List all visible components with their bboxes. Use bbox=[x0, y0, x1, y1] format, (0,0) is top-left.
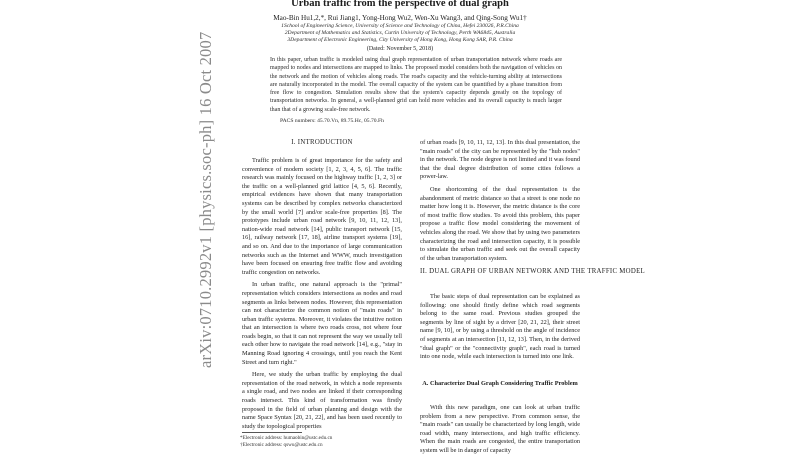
abstract: In this paper, urban traffic is modeled using dual graph representation of urban transportation network where roads are mapped to nodes and intersections are mapped to links. The proposed model considers both the navigation of vehicles on the network and the motion of vehicles along roads. The road's capacity and the vehicle-turning ability at intersections are naturally incorporated in the model. The overall capacity of the system can be quantified by a phase transition from free flow to congestion. Simulation results show that the system's capacity depends greatly on the topology of transportation networks. In general, a well-planned grid can hold more vehicles and its overall capacity is much larger than that of a growing scale-free network. bbox=[270, 57, 562, 113]
paragraph: With this new paradigm, one can look at urban traffic problem from a new perspective. From common sense, the "main roads" can usually be characterized by long length, wide road width, many intersections, and high traffic efficiency. When the main roads are congested, the entire transportation system will be in danger of capacity bbox=[420, 404, 580, 454]
footnote-email-1: *Electronic address: humaobin@ustc.edu.cn bbox=[240, 435, 333, 441]
section-heading-introduction: I. INTRODUCTION bbox=[291, 139, 353, 146]
pacs-numbers: PACS numbers: 45.70.Vn, 89.75.Hc, 05.70.Fh bbox=[280, 118, 384, 124]
affiliation-1: 1School of Engineering Science, University of Science and Technology of China, Hefei 230026, P.R.China bbox=[281, 23, 519, 29]
affiliation-2: 2Department of Mathematics and Statistics, Curtin University of Technology, Perth WA6845, Australia bbox=[284, 30, 516, 36]
right-column-bottom bbox=[420, 404, 580, 460]
section-heading-dual-graph: II. DUAL GRAPH OF URBAN NETWORK AND THE TRAFFIC MODEL bbox=[420, 268, 645, 275]
subsection-heading: A. Characterize Dual Graph Considering Traffic Problem bbox=[422, 380, 578, 387]
paragraph: Here, we study the urban traffic by employing the dual representation of the road network, in which a node represents a single road, and two nodes are linked if their corresponding roads intersect. This kind of transformation was firstly proposed in the field of urban planning and design with the name Space Syntax [20, 21, 22], and has been used recently to study the topological properties bbox=[242, 371, 402, 430]
footnote-email-2: †Electronic address: qswu@ustc.edu.cn bbox=[240, 442, 323, 448]
paragraph: Traffic problem is of great importance for the safety and convenience of modern society [1, 2, 3, 4, 5, 6]. The traffic research was mainly focused on the highway traffic [1, 2, 3] or the traffic on a well-planned grid lattice [4, 5, 6]. Recently, empirical evidences have shown that many transportation systems can be described by complex networks characterized by the small world [7] and/or scale-free properties [8]. The prototypes include urban road network [9, 10, 11, 12, 13], nation-wide road network [14], public transport network [15, 16], railway network [17, 18], airline transport systems [19], and so on. And due to the importance of large communication networks such as the Internet and WWW, much investigation have been focused on ensuring free traffic flow and avoiding traffic congestion on networks. bbox=[242, 157, 402, 276]
paragraph: of urban roads [9, 10, 11, 12, 13]. In this dual presentation, the "main roads" of the city can be represented by the "hub nodes" in the network. The node degree is not limited and it was found that the dual degree distribution of some cities follows a power-law. bbox=[420, 139, 580, 181]
right-column-mid bbox=[420, 293, 580, 366]
footnote-rule bbox=[242, 432, 302, 433]
paragraph: In urban traffic, one natural approach is the "primal" representation which considers intersections as nodes and road segments as links between nodes. However, this representation can not characterize the common notion of "main roads" in urban traffic systems. Moreover, it violates the intuitive notion that an intersection is where two roads cross, not where four roads begin, so that it can not represent the way we usually tell each other how to navigate the road network [14], e.g., "stay in Manning Road ignoring 4 crossings, until you reach the Kent Street and turn right." bbox=[242, 281, 402, 366]
dated-line: (Dated: November 5, 2018) bbox=[366, 46, 434, 52]
right-column-top bbox=[420, 139, 580, 267]
author-list: Mao-Bin Hu1,2,*, Rui Jiang1, Yong-Hong Wu2, Wen-Xu Wang3, and Qing-Song Wu1† bbox=[273, 14, 527, 22]
paragraph: The basic steps of dual representation can be explained as following: one should firstly define which road segments belong to the same road. Previous studies grouped the segments by line of sight by a driver [20, 21, 22], their street name [9, 10], or by using a threshold on the angle of incidence of segments at an intersection [11, 12, 13]. Then, in the derived "dual graph" or the "connectivity graph", each road is turned into one node, while each intersection is turned into one link. bbox=[420, 293, 580, 361]
left-column bbox=[242, 157, 402, 435]
paper-title: Urban traffic from the perspective of dual graph bbox=[291, 0, 509, 9]
affiliation-3: 3Department of Electronic Engineering, City University of Hong Kong, Hong Kong SAR, P.R. China bbox=[287, 37, 513, 43]
arxiv-identifier: arXiv:0710.2992v1 [physics.soc-ph] 16 Oct 2007 bbox=[196, 31, 215, 368]
paragraph: One shortcoming of the dual representation is the abandonment of metric distance so that a street is one node no matter how long it is. However, the metric distance is the core of most traffic flow studies. To avoid this problem, this paper propose a traffic flow model considering the movement of vehicles along the road. We show that by using two parameters characterizing the road and intersection capacity, it is possible to simulate the urban traffic and seek out the overall capacity of the urban transportation system. bbox=[420, 185, 580, 262]
